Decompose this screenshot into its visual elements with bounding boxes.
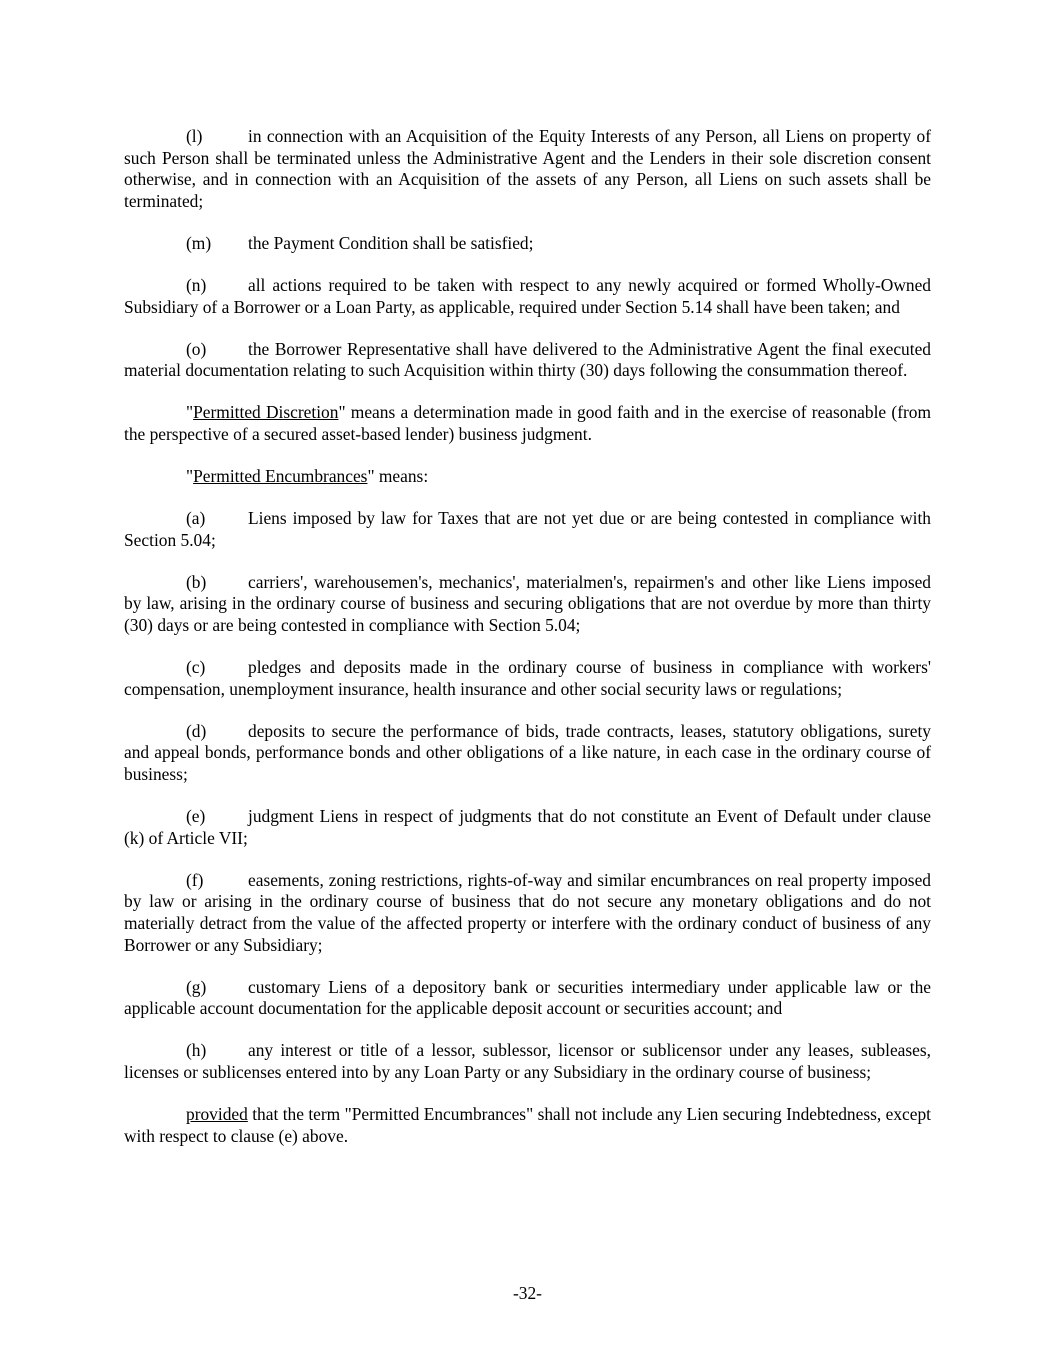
clause-label: (b)	[186, 571, 207, 592]
proviso-text: that the term "Permitted Encumbrances" shall not include any Lien securing Indebtedness, except with respect to clause (e) above.	[124, 1104, 931, 1146]
clause-b	[124, 572, 931, 637]
open-quote: "	[186, 466, 194, 487]
clause-text: customary Liens of a depository bank or securities intermediary under applicable law or the applicable account documentation for the applicable deposit account or securities account; and	[124, 976, 931, 1019]
clause-h	[124, 1040, 931, 1083]
clause-c	[124, 657, 931, 700]
clause-text: judgment Liens in respect of judgments that do not constitute an Event of Default under clause (k) of Article VII;	[124, 806, 931, 848]
definition-text: " means a determination made in good faith and in the exercise of reasonable (from the perspective of a secured asset-based lender) business judgment.	[124, 402, 931, 444]
clause-text: all actions required to be taken with respect to any newly acquired or formed Wholly-Owned Subsidiary of a Borrower or a Loan Party, as applicable, required under Section 5.14 shall have been taken; and	[124, 274, 931, 317]
proviso-term: provided	[186, 1104, 248, 1124]
clause-l	[124, 126, 931, 212]
clause-text: carriers', warehousemen's, mechanics', materialmen's, repairmen's and other like Liens imposed by law, arising in the ordinary course of business and securing obligations that are not overdue by more than thirty (30) days or are being contested in compliance with Section 5.04;	[124, 571, 931, 635]
clause-text: the Payment Condition shall be satisfied;	[248, 232, 534, 253]
clause-label: (e)	[186, 806, 206, 827]
clause-label: (f)	[186, 869, 204, 890]
page-number: -32-	[513, 1283, 542, 1303]
clause-n	[124, 275, 931, 318]
clause-text: pledges and deposits made in the ordinary course of business in compliance with workers' compensation, unemployment insurance, health insurance and other social security laws or regulations;	[124, 657, 931, 699]
clause-a	[124, 508, 931, 551]
clause-label: (o)	[186, 338, 207, 359]
defined-term: Permitted Discretion	[193, 402, 339, 423]
clause-text: Liens imposed by law for Taxes that are not yet due or are being contested in compliance with Section 5.04;	[124, 508, 931, 550]
definition-text: " means:	[367, 466, 429, 487]
defined-term: Permitted Encumbrances	[193, 466, 368, 487]
clause-label: (a)	[186, 508, 206, 529]
clause-g	[124, 977, 931, 1020]
clause-label: (d)	[186, 720, 207, 741]
clause-text: deposits to secure the performance of bids, trade contracts, leases, statutory obligations, surety and appeal bonds, performance bonds and other obligations of a like nature, in each case in the ordinary course of business;	[124, 720, 931, 784]
document-page	[124, 126, 931, 1168]
clause-d	[124, 721, 931, 786]
clause-e	[124, 806, 931, 849]
clause-text: any interest or title of a lessor, sublessor, licensor or sublicensor under any leases, subleases, licenses or sublicenses entered into by any Loan Party or any Subsidiary in the ordinary course of business;	[124, 1040, 931, 1082]
clause-text: in connection with an Acquisition of the Equity Interests of any Person, all Liens on property of such Person shall be terminated unless the Administrative Agent and the Lenders in their sole discretion consent otherwise, and in connection with an Acquisition of the assets of any Person, all Liens on such assets shall be terminated;	[124, 126, 931, 211]
clause-text: the Borrower Representative shall have delivered to the Administrative Agent the final executed material documentation relating to such Acquisition within thirty (30) days following the consummation thereof.	[124, 338, 931, 381]
definition-permitted-discretion	[124, 402, 931, 445]
proviso	[124, 1104, 931, 1147]
clause-m	[124, 233, 931, 255]
clause-label: (g)	[186, 976, 207, 997]
clause-label: (c)	[186, 657, 206, 678]
clause-label: (h)	[186, 1040, 207, 1061]
clause-f	[124, 870, 931, 956]
clause-label: (m)	[186, 232, 212, 253]
clause-text: easements, zoning restrictions, rights-of-way and similar encumbrances on real property imposed by law or arising in the ordinary course of business that do not secure any monetary obligations and do not materially detract from the value of the affected property or interfere with the ordinary conduct of business of any Borrower or any Subsidiary;	[124, 869, 931, 955]
definition-permitted-encumbrances	[124, 466, 931, 488]
clause-label: (l)	[186, 126, 203, 146]
clause-o	[124, 339, 931, 382]
clause-label: (n)	[186, 274, 207, 295]
open-quote: "	[186, 402, 194, 423]
